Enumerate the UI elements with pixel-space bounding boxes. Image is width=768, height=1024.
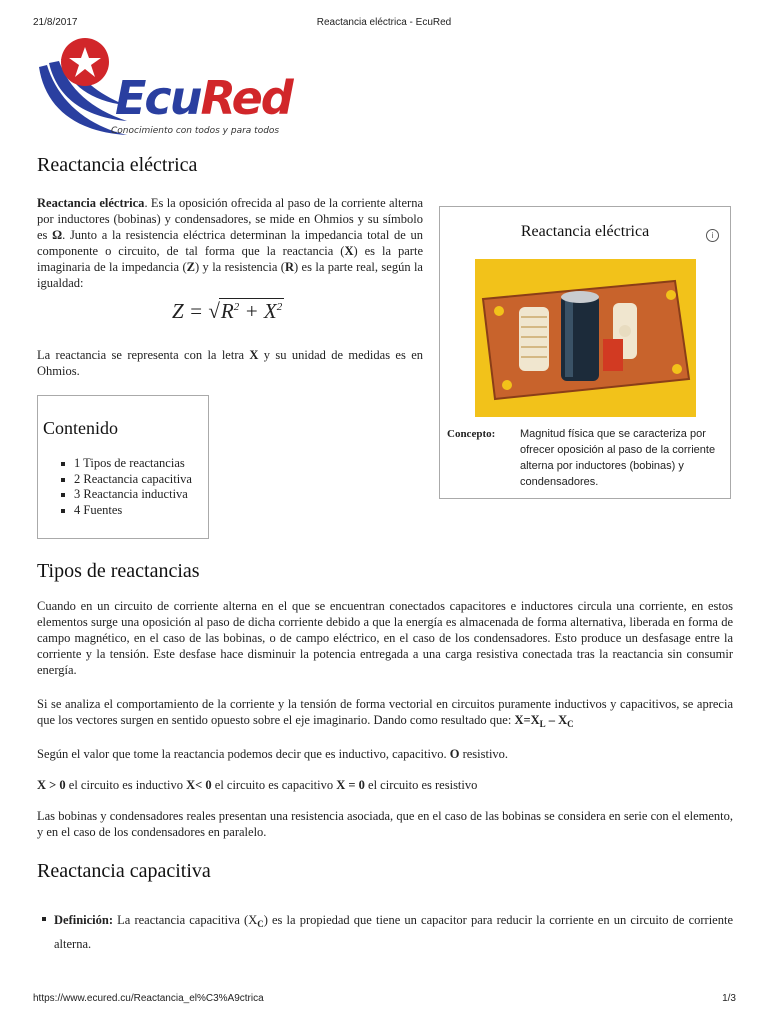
infobox	[439, 206, 731, 499]
toc-item-fuentes[interactable]: 4 Fuentes	[74, 503, 192, 519]
toc-list	[38, 456, 192, 518]
print-footer	[0, 993, 768, 1009]
tipos-paragraph-5: Las bobinas y condensadores reales presentan una resistencia asociada, que en el caso de las bobinas se considera en serie con el elemento, y en el caso de los condensadores en paralelo.	[37, 809, 733, 839]
representation-paragraph: La reactancia se representa con la letra X y su unidad de medidas es en Ohmios.	[37, 348, 423, 378]
circuit-board-image[interactable]	[475, 259, 696, 417]
intro-paragraph: Reactancia eléctrica. Es la oposición ofrecida al paso de la corriente alterna por inductores (bobinas) y condensadores, se mide en Ohmios y su símbolo es Ω. Junto a la resistencia eléctrica determinan la impedancia total de un componente o circuito, de tal forma que la reactancia (X) es la parte imaginaria de la impedancia (Z) y la resistencia (R) es la parte real, según la igualdad:	[37, 196, 424, 290]
tipos-paragraph-4: X > 0 el circuito es inductivo X< 0 el circuito es capacitivo X = 0 el circuito es resistivo	[37, 778, 478, 792]
print-url: https://www.ecured.cu/Reactancia_el%C3%A9ctrica	[33, 993, 264, 1004]
infobox-title: Reactancia eléctrica	[520, 223, 650, 240]
section-title-capacitiva: Reactancia capacitiva	[37, 860, 211, 882]
capacitiva-definition: Definición: La reactancia capacitiva $(X_C)$ es la propiedad que tiene un capacitor para reducir la corriente en un circuito de corriente alterna.	[54, 910, 733, 954]
toc-item-inductiva[interactable]: 3 Reactancia inductiva	[74, 487, 192, 503]
impedance-formula: $Z = √R^2 + X^2$	[172, 299, 283, 323]
logo-tagline: Conocimiento con todos y para todos	[111, 126, 280, 136]
print-header	[0, 17, 768, 33]
tipos-paragraph-1: Cuando en un circuito de corriente alterna en el que se encuentran conectados capacitores e inductores circula una corriente, en estos elementos surge una oposición al paso de dicha corriente debido a que la energía es almacenada de forma alternativa, liberada en forma de campo magnético, en el caso de las bobinas, o de campo eléctrico, en el caso de los condensadores. Esto produce un desfasage entre la corriente y la tensión. Este desfase hace disminuir la potencia entregada a una carga resistiva conectada tras la reactancia sin consumir energía.	[37, 599, 733, 677]
info-icon[interactable]: i	[706, 229, 719, 242]
print-date: 21/8/2017	[33, 17, 78, 28]
tipos-paragraph-3: Según el valor que tome la reactancia podemos decir que es inductivo, capacitivo. O resistivo.	[37, 747, 509, 761]
toc-title: Contenido	[43, 418, 118, 438]
toc-item-capacitiva[interactable]: 2 Reactancia capacitiva	[74, 471, 192, 486]
section-title-tipos: Tipos de reactancias	[37, 560, 200, 582]
concept-label: Concepto:	[447, 428, 496, 440]
table-of-contents	[37, 395, 209, 539]
logo-wordmark: EcuRed	[115, 71, 292, 125]
print-title: Reactancia eléctrica - EcuRed	[316, 17, 452, 28]
tipos-paragraph-2: Si se analiza el comportamiento de la corriente y la tensión de forma vectorial en circuitos puramente inductivos y capacitivos, se aprecia que los vectores surgen en sentido opuesto sobre el eje imaginario. Dando como resultado que: $X=X_L - X_C$	[37, 697, 733, 729]
toc-item-tipos[interactable]: 1 Tipos de reactancias	[74, 456, 192, 472]
ecured-logo[interactable]	[35, 37, 305, 142]
concept-value: Magnitud física que se caracteriza por ofrecer oposición al paso de la corriente alterna por inductores (bobinas) y condensadores.	[520, 428, 716, 488]
page-title: Reactancia eléctrica	[37, 154, 198, 176]
print-page-number: 1/3	[722, 993, 736, 1004]
